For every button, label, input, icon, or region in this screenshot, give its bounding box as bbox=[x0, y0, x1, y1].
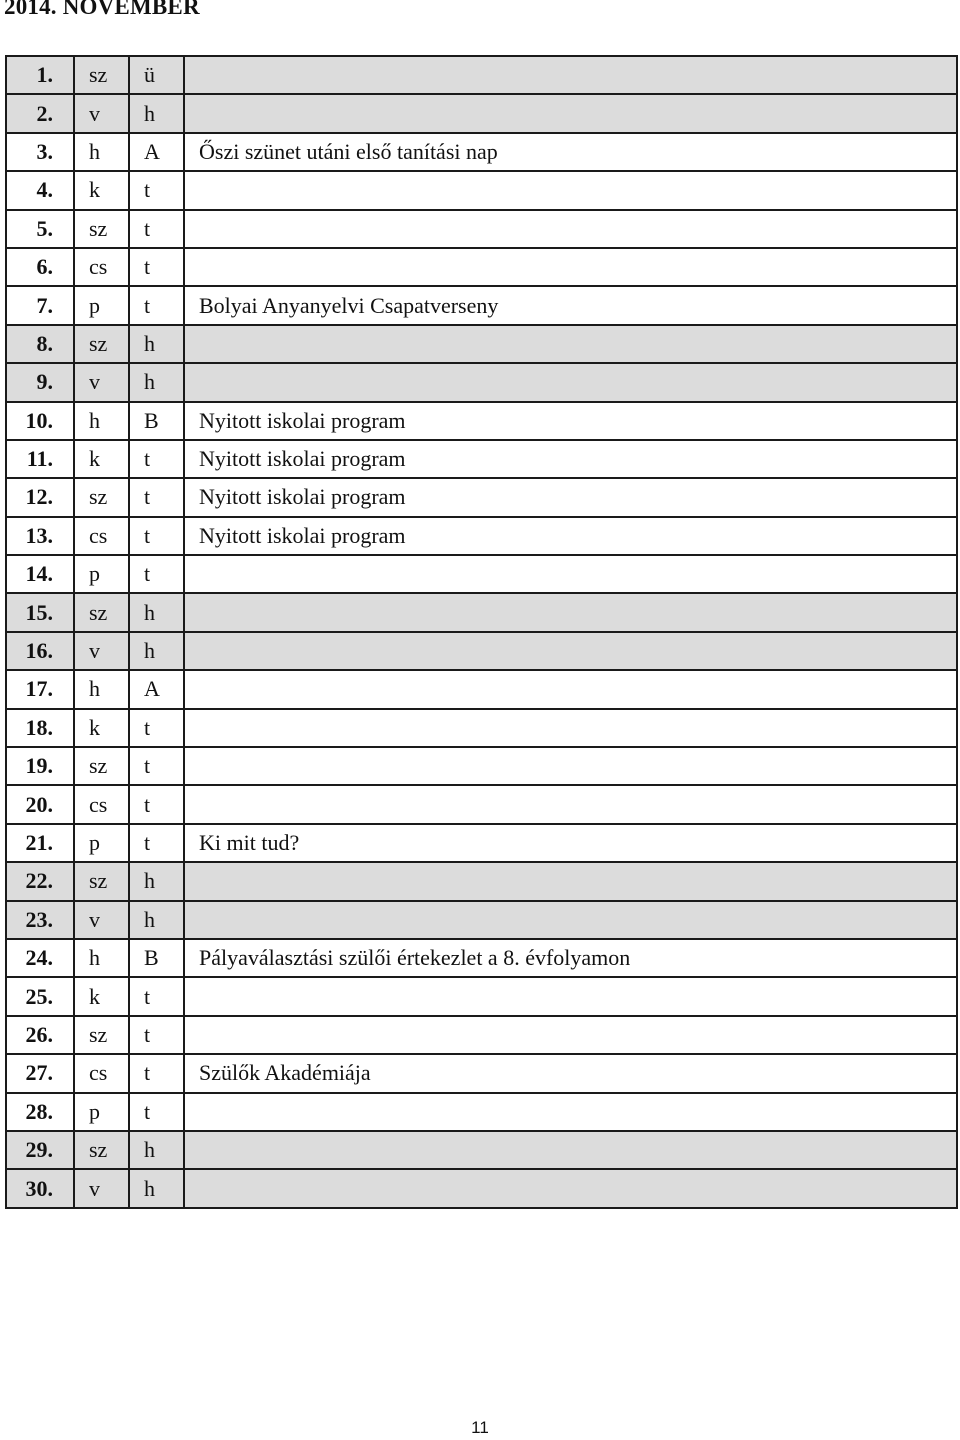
calendar-row bbox=[6, 286, 957, 324]
day-number: 9. bbox=[6, 363, 74, 401]
event-text bbox=[184, 1169, 957, 1207]
event-text bbox=[184, 363, 957, 401]
weekday-abbr: h bbox=[74, 939, 129, 977]
weekday-abbr: h bbox=[74, 670, 129, 708]
event-text bbox=[184, 901, 957, 939]
weekday-abbr: sz bbox=[74, 1131, 129, 1169]
day-type-code: t bbox=[129, 977, 184, 1015]
event-text: Ki mit tud? bbox=[184, 824, 957, 862]
event-text bbox=[184, 171, 957, 209]
day-number: 18. bbox=[6, 709, 74, 747]
weekday-abbr: v bbox=[74, 94, 129, 132]
weekday-abbr: v bbox=[74, 901, 129, 939]
day-type-code: t bbox=[129, 210, 184, 248]
day-type-code: h bbox=[129, 1169, 184, 1207]
weekday-abbr: k bbox=[74, 171, 129, 209]
calendar-row bbox=[6, 1054, 957, 1092]
event-text: Pályaválasztási szülői értekezlet a 8. évfolyamon bbox=[184, 939, 957, 977]
event-text bbox=[184, 977, 957, 1015]
day-number: 17. bbox=[6, 670, 74, 708]
calendar-row bbox=[6, 747, 957, 785]
day-type-code: t bbox=[129, 248, 184, 286]
event-text bbox=[184, 747, 957, 785]
weekday-abbr: v bbox=[74, 363, 129, 401]
calendar-row bbox=[6, 593, 957, 631]
day-number: 20. bbox=[6, 785, 74, 823]
day-type-code: h bbox=[129, 901, 184, 939]
page-number: 11 bbox=[471, 1418, 489, 1437]
weekday-abbr: sz bbox=[74, 1016, 129, 1054]
day-number: 30. bbox=[6, 1169, 74, 1207]
event-text: Nyitott iskolai program bbox=[184, 517, 957, 555]
day-number: 7. bbox=[6, 286, 74, 324]
day-type-code: t bbox=[129, 1093, 184, 1131]
day-type-code: B bbox=[129, 402, 184, 440]
calendar-row bbox=[6, 709, 957, 747]
day-type-code: t bbox=[129, 478, 184, 516]
day-number: 28. bbox=[6, 1093, 74, 1131]
day-type-code: A bbox=[129, 133, 184, 171]
calendar-row bbox=[6, 478, 957, 516]
day-number: 11. bbox=[6, 440, 74, 478]
weekday-abbr: h bbox=[74, 402, 129, 440]
event-text bbox=[184, 670, 957, 708]
day-type-code: t bbox=[129, 555, 184, 593]
weekday-abbr: cs bbox=[74, 1054, 129, 1092]
event-text bbox=[184, 56, 957, 94]
day-type-code: h bbox=[129, 94, 184, 132]
day-number: 16. bbox=[6, 632, 74, 670]
calendar-row bbox=[6, 402, 957, 440]
day-type-code: B bbox=[129, 939, 184, 977]
weekday-abbr: sz bbox=[74, 56, 129, 94]
day-number: 13. bbox=[6, 517, 74, 555]
day-type-code: h bbox=[129, 1131, 184, 1169]
event-text bbox=[184, 555, 957, 593]
weekday-abbr: v bbox=[74, 1169, 129, 1207]
day-type-code: t bbox=[129, 747, 184, 785]
event-text bbox=[184, 1093, 957, 1131]
day-type-code: t bbox=[129, 824, 184, 862]
day-number: 14. bbox=[6, 555, 74, 593]
day-type-code: h bbox=[129, 632, 184, 670]
weekday-abbr: k bbox=[74, 709, 129, 747]
event-text bbox=[184, 862, 957, 900]
weekday-abbr: sz bbox=[74, 325, 129, 363]
day-number: 26. bbox=[6, 1016, 74, 1054]
calendar-row bbox=[6, 555, 957, 593]
weekday-abbr: v bbox=[74, 632, 129, 670]
day-type-code: t bbox=[129, 1016, 184, 1054]
day-number: 27. bbox=[6, 1054, 74, 1092]
day-number: 22. bbox=[6, 862, 74, 900]
calendar-row bbox=[6, 94, 957, 132]
day-number: 21. bbox=[6, 824, 74, 862]
event-text bbox=[184, 709, 957, 747]
page-title: 2014. NOVEMBER bbox=[4, 0, 200, 19]
event-text: Bolyai Anyanyelvi Csapatverseny bbox=[184, 286, 957, 324]
weekday-abbr: p bbox=[74, 1093, 129, 1131]
weekday-abbr: p bbox=[74, 286, 129, 324]
day-number: 25. bbox=[6, 977, 74, 1015]
day-type-code: t bbox=[129, 709, 184, 747]
event-text bbox=[184, 210, 957, 248]
day-type-code: t bbox=[129, 171, 184, 209]
calendar-row bbox=[6, 56, 957, 94]
event-text bbox=[184, 632, 957, 670]
day-number: 12. bbox=[6, 478, 74, 516]
calendar-row bbox=[6, 824, 957, 862]
day-type-code: t bbox=[129, 286, 184, 324]
calendar-body bbox=[6, 56, 957, 1208]
event-text bbox=[184, 248, 957, 286]
event-text: Nyitott iskolai program bbox=[184, 440, 957, 478]
day-type-code: t bbox=[129, 1054, 184, 1092]
calendar-row bbox=[6, 785, 957, 823]
calendar-row bbox=[6, 210, 957, 248]
calendar-table bbox=[5, 55, 958, 1209]
event-text bbox=[184, 593, 957, 631]
weekday-abbr: sz bbox=[74, 862, 129, 900]
day-type-code: t bbox=[129, 440, 184, 478]
calendar-row bbox=[6, 248, 957, 286]
day-type-code: t bbox=[129, 517, 184, 555]
day-type-code: A bbox=[129, 670, 184, 708]
day-type-code: t bbox=[129, 785, 184, 823]
calendar-row bbox=[6, 1169, 957, 1207]
calendar-row bbox=[6, 325, 957, 363]
event-text: Őszi szünet utáni első tanítási nap bbox=[184, 133, 957, 171]
event-text bbox=[184, 325, 957, 363]
weekday-abbr: p bbox=[74, 555, 129, 593]
calendar-row bbox=[6, 862, 957, 900]
event-text: Nyitott iskolai program bbox=[184, 402, 957, 440]
weekday-abbr: cs bbox=[74, 248, 129, 286]
calendar-row bbox=[6, 632, 957, 670]
day-number: 23. bbox=[6, 901, 74, 939]
day-type-code: h bbox=[129, 325, 184, 363]
event-text: Szülők Akadémiája bbox=[184, 1054, 957, 1092]
weekday-abbr: sz bbox=[74, 478, 129, 516]
event-text bbox=[184, 94, 957, 132]
calendar-row bbox=[6, 1093, 957, 1131]
weekday-abbr: cs bbox=[74, 517, 129, 555]
calendar-row bbox=[6, 363, 957, 401]
calendar-row bbox=[6, 1131, 957, 1169]
calendar-row bbox=[6, 939, 957, 977]
day-type-code: h bbox=[129, 593, 184, 631]
day-number: 5. bbox=[6, 210, 74, 248]
event-text bbox=[184, 1016, 957, 1054]
event-text: Nyitott iskolai program bbox=[184, 478, 957, 516]
calendar-row bbox=[6, 901, 957, 939]
weekday-abbr: k bbox=[74, 977, 129, 1015]
event-text bbox=[184, 785, 957, 823]
day-number: 2. bbox=[6, 94, 74, 132]
calendar-row bbox=[6, 670, 957, 708]
weekday-abbr: p bbox=[74, 824, 129, 862]
calendar-row bbox=[6, 440, 957, 478]
calendar-row bbox=[6, 517, 957, 555]
day-number: 6. bbox=[6, 248, 74, 286]
calendar-row bbox=[6, 977, 957, 1015]
day-number: 24. bbox=[6, 939, 74, 977]
day-number: 15. bbox=[6, 593, 74, 631]
event-text bbox=[184, 1131, 957, 1169]
day-type-code: h bbox=[129, 862, 184, 900]
weekday-abbr: sz bbox=[74, 593, 129, 631]
weekday-abbr: k bbox=[74, 440, 129, 478]
day-number: 29. bbox=[6, 1131, 74, 1169]
day-number: 4. bbox=[6, 171, 74, 209]
calendar-row bbox=[6, 1016, 957, 1054]
day-number: 19. bbox=[6, 747, 74, 785]
day-number: 1. bbox=[6, 56, 74, 94]
weekday-abbr: sz bbox=[74, 210, 129, 248]
day-number: 3. bbox=[6, 133, 74, 171]
day-type-code: h bbox=[129, 363, 184, 401]
calendar-row bbox=[6, 171, 957, 209]
calendar-row bbox=[6, 133, 957, 171]
weekday-abbr: sz bbox=[74, 747, 129, 785]
day-type-code: ü bbox=[129, 56, 184, 94]
day-number: 8. bbox=[6, 325, 74, 363]
weekday-abbr: cs bbox=[74, 785, 129, 823]
day-number: 10. bbox=[6, 402, 74, 440]
weekday-abbr: h bbox=[74, 133, 129, 171]
